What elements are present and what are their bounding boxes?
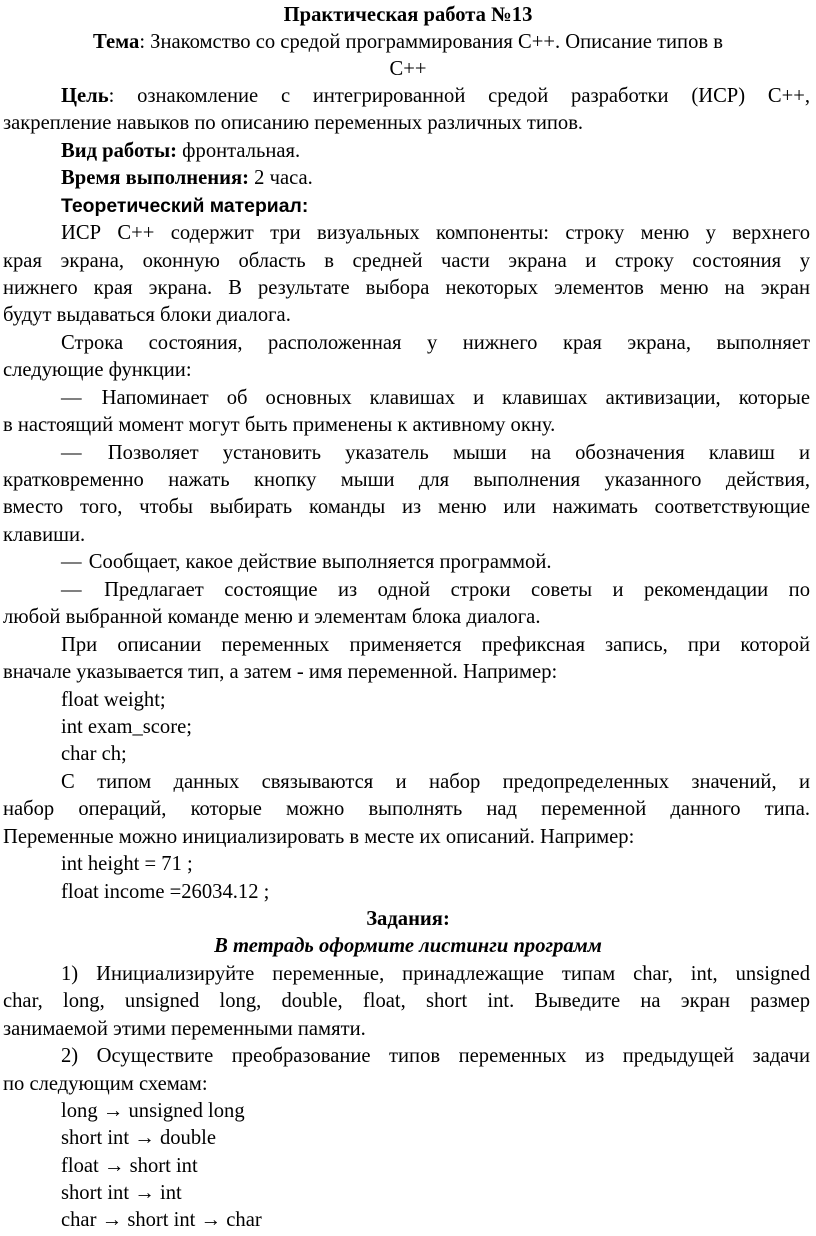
list-item-1-cont: в настоящий момент могут быть применены к активному окну. bbox=[3, 414, 556, 436]
list-item-2-cont: вместо того, чтобы выбирать команды из меню или нажимать соответствующие bbox=[3, 496, 810, 518]
task-1-line: занимаемой этими переменными памяти. bbox=[3, 1018, 366, 1040]
task-2-line: 2) Осуществите преобразование типов переменных из предыдущей задачи bbox=[61, 1045, 810, 1067]
code-line: float weight; bbox=[61, 689, 166, 711]
theme-label: Тема bbox=[93, 31, 140, 53]
theory-p1-line: нижнего края экрана. В результате выбора некоторых элементов меню на экран bbox=[3, 277, 810, 299]
theory-p4-line: набор операций, которые можно выполнять над переменной данного типа. bbox=[3, 798, 810, 820]
list-item-3: — Сообщает, какое действие выполняется программой. bbox=[0, 549, 816, 576]
code-line: int exam_score; bbox=[61, 716, 192, 738]
dash-marker: — bbox=[61, 579, 82, 601]
theory-p4-line: Переменные можно инициализировать в месте их описаний. Например: bbox=[3, 826, 635, 848]
theory-p2-line: Строка состояния, расположенная у нижнего края экрана, выполняет bbox=[61, 332, 810, 354]
scheme-line: short int → int bbox=[61, 1182, 182, 1204]
tasks-heading: Задания: bbox=[366, 908, 450, 930]
theme-line-cont: С++ bbox=[389, 58, 427, 80]
list-item-2-cont: кратковременно нажать кнопку мыши для выполнения указанного действия, bbox=[3, 469, 810, 491]
scheme-line: short int → double bbox=[61, 1127, 217, 1149]
theory-p1-line: будут выдаваться блоки диалога. bbox=[3, 304, 291, 326]
theory-p3-line: вначале указывается тип, а затем - имя переменной. Например: bbox=[3, 661, 558, 683]
list-item-1: — Напоминает об основных клавишах и клавишах активизации, которые bbox=[0, 385, 816, 412]
task-1-line: char, long, unsigned long, double, float, short int. Выведите на экран размер bbox=[3, 990, 810, 1012]
page-title: Практическая работа №13 bbox=[283, 4, 533, 26]
duration-value: 2 часа. bbox=[249, 167, 313, 189]
theme-line bbox=[0, 29, 816, 56]
code-line: int height = 71 ; bbox=[61, 853, 193, 875]
theory-p1-line: края экрана, оконную область в средней части экрана и строку состояния у bbox=[3, 250, 810, 272]
dash-marker: — bbox=[61, 442, 82, 464]
scheme-line: char → short int → char bbox=[61, 1209, 262, 1231]
scheme-line: long → unsigned long bbox=[61, 1100, 245, 1122]
task-1-line: 1) Инициализируйте переменные, принадлежащие типам char, int, unsigned bbox=[61, 963, 810, 985]
theory-p3-line: При описании переменных применяется префиксная запись, при которой bbox=[61, 634, 810, 656]
work-type-label: Вид работы: bbox=[61, 140, 178, 162]
dash-marker: — bbox=[61, 387, 82, 409]
tasks-subheading: В тетрадь оформите листинги программ bbox=[214, 935, 602, 957]
theory-p2-line: следующие функции: bbox=[3, 359, 192, 381]
goal-line bbox=[0, 83, 816, 110]
theory-p4-line: С типом данных связываются и набор предопределенных значений, и bbox=[61, 771, 810, 793]
code-line: float income =26034.12 ; bbox=[61, 881, 270, 903]
goal-text: : ознакомление с интегрированной средой разработки (ИСР) С++, bbox=[108, 85, 810, 107]
goal-line-cont: закрепление навыков по описанию переменных различных типов. bbox=[3, 112, 584, 134]
task-2-line: по следующим схемам: bbox=[3, 1073, 208, 1095]
duration-label: Время выполнения: bbox=[61, 167, 250, 189]
goal-label: Цель bbox=[61, 85, 109, 107]
list-item-2-cont: клавиши. bbox=[3, 524, 86, 546]
duration-line bbox=[0, 165, 816, 192]
work-type-value: фронтальная. bbox=[177, 140, 301, 162]
list-item-2: — Позволяет установить указатель мыши на обозначения клавиш и bbox=[0, 440, 816, 467]
theory-p1-line: ИСР С++ содержит три визуальных компоненты: строку меню у верхнего bbox=[61, 222, 810, 244]
work-type-line bbox=[0, 138, 816, 165]
code-line: char ch; bbox=[61, 743, 127, 765]
list-item-4: — Предлагает состоящие из одной строки советы и рекомендации по bbox=[0, 577, 816, 604]
scheme-line: float → short int bbox=[61, 1155, 198, 1177]
list-item-4-cont: любой выбранной команде меню и элементам блока диалога. bbox=[3, 606, 541, 628]
theme-text: : Знакомство со средой программирования С++. Описание типов в bbox=[139, 31, 723, 53]
dash-marker: — bbox=[61, 551, 82, 573]
theory-heading: Теоретический материал: bbox=[61, 195, 309, 217]
